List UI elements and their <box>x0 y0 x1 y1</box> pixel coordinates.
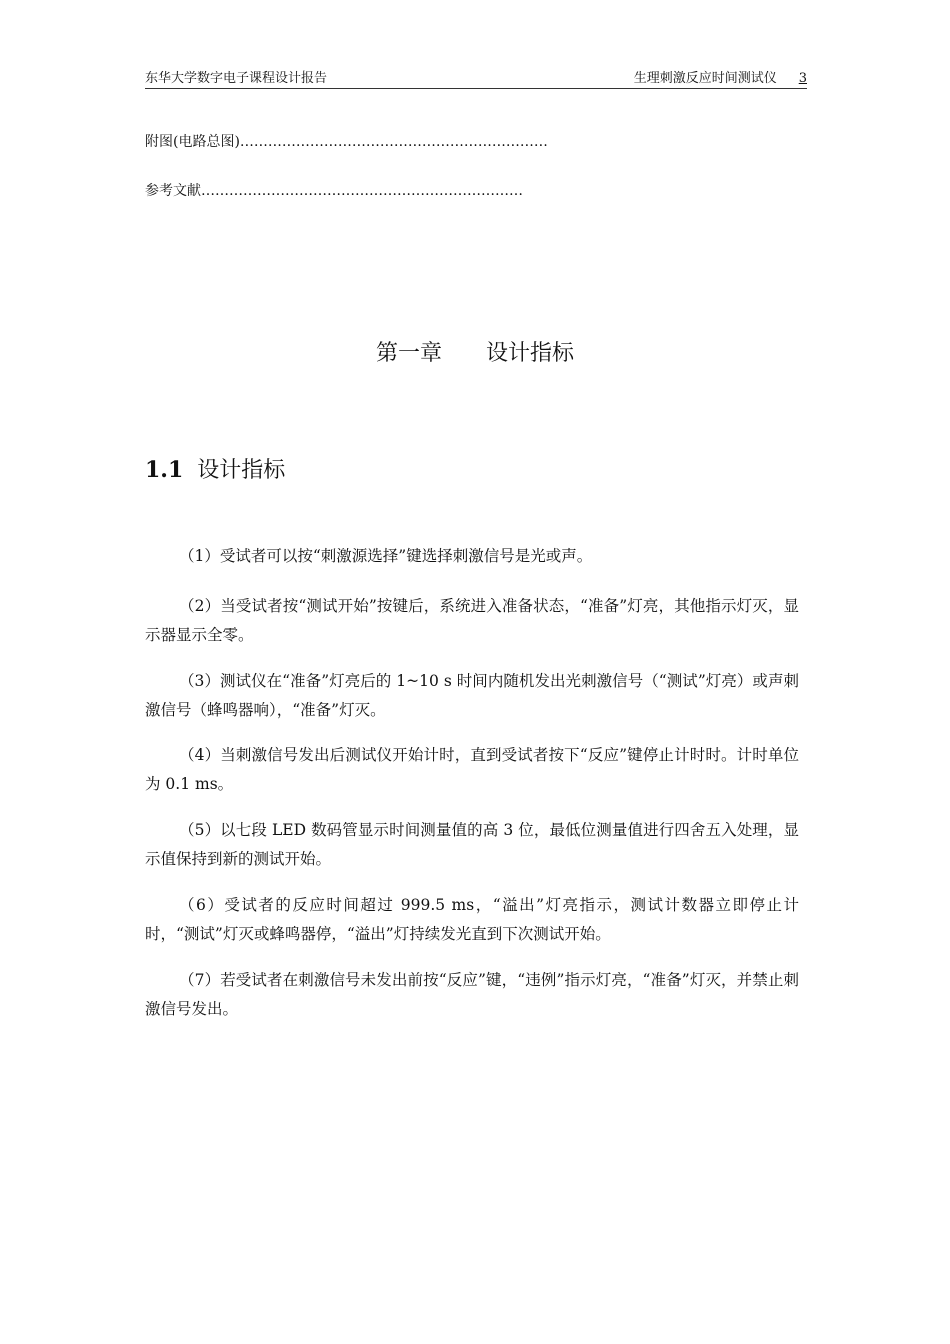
spec-item-5: （5）以七段 LED 数码管显示时间测量值的高 3 位，最低位测量值进行四舍五入处理，显示值保持到新的测试开始。 <box>145 821 799 868</box>
project-title: 生理刺激反应时间测试仪 <box>633 71 777 86</box>
section-heading <box>145 454 285 487</box>
header-right <box>634 70 807 88</box>
chapter-title: 第一章 设计指标 <box>375 341 574 366</box>
section-title: 设计指标 <box>197 458 286 483</box>
report-title: 东华大学数字电子课程设计报告 <box>145 71 328 86</box>
spec-item-7: （7）若受试者在刺激信号未发出前按“反应”键，“违例”指示灯亮，“准备”灯灭，并禁止刺激信号发出。 <box>145 971 799 1018</box>
page-header <box>145 70 807 89</box>
section-number: 1.1 <box>145 457 184 483</box>
spec-item-6: （6）受试者的反应时间超过 999.5 ms，“溢出”灯亮指示，测试计数器立即停止计时，“测试”灯灭或蜂鸣器停，“溢出”灯持续发光直到下次测试开始。 <box>145 896 799 943</box>
spec-item-4: （4）当刺激信号发出后测试仪开始计时，直到受试者按下“反应”键停止计时时。计时单位为 0.1 ms。 <box>145 746 799 793</box>
page-number: 3 <box>798 71 807 86</box>
spec-item-3: （3）测试仪在“准备”灯亮后的 1~10 s 时间内随机发出光刺激信号（“测试”灯亮）或声刺激信号（蜂鸣器响），“准备”灯灭。 <box>145 672 799 719</box>
spec-item-2: （2）当受试者按“测试开始”按键后，系统进入准备状态，“准备”灯亮，其他指示灯灭，显示器显示全零。 <box>145 597 799 644</box>
toc-entry-references: 参考文献…………………………………………………………… <box>145 183 523 199</box>
toc-entry-appendix: 附图(电路总图)………………………………………………………… <box>145 134 548 150</box>
spec-item-1: （1）受试者可以按“刺激源选择”键选择刺激信号是光或声。 <box>179 547 593 565</box>
